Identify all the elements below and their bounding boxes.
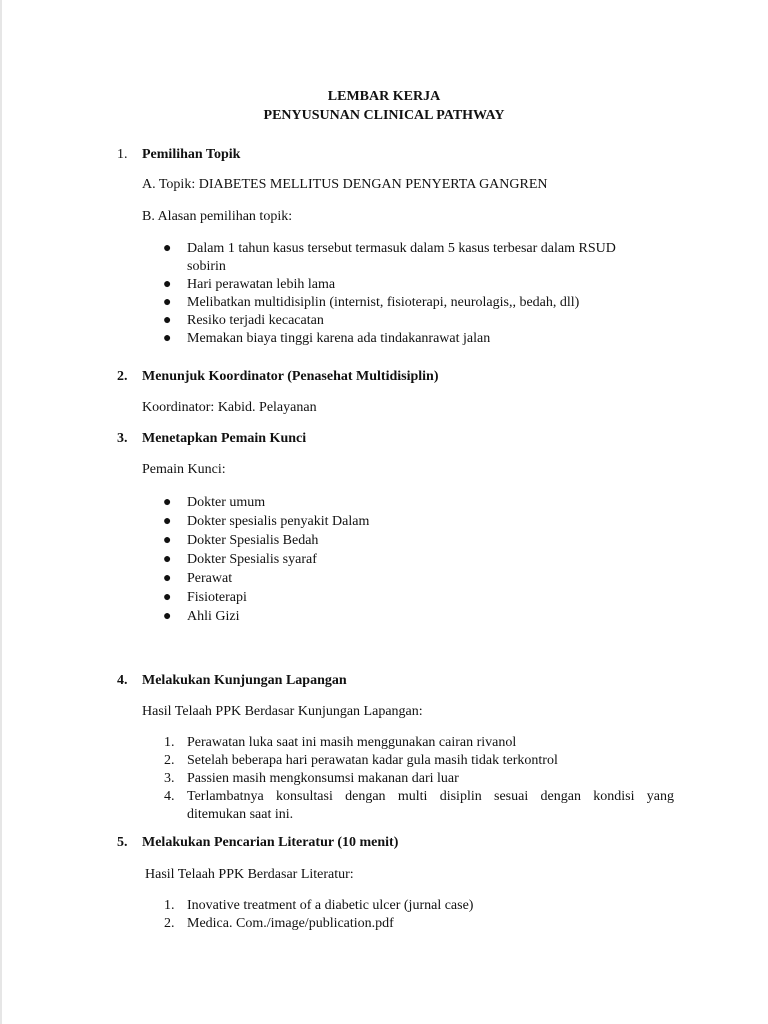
list-item: ● Hari perawatan lebih lama [163,277,336,292]
reason-list [158,240,678,348]
bullet-icon: ● [163,331,172,346]
list-item: ● Fisioterapi [163,590,247,605]
bullet-icon: ● [163,313,172,328]
list-item: ● Ahli Gizi [163,609,240,624]
section-title: Menunjuk Koordinator (Penasehat Multidisiplin) [142,369,439,384]
section-number: 4. [117,673,128,688]
section-title: Melakukan Kunjungan Lapangan [142,673,347,688]
list-item: ● Perawat [163,571,233,586]
list-item: ● Dokter Spesialis Bedah [163,533,319,548]
list-item-continuation: sobirin [187,259,226,274]
list-item: ● Dokter spesialis penyakit Dalam [163,514,370,529]
field-visit-label: Hasil Telaah PPK Berdasar Kunjungan Lapangan: [142,704,423,719]
list-item: 3. Passien masih mengkonsumsi makanan dari luar [164,771,459,786]
section-title: Pemilihan Topik [142,147,241,162]
section-number: 2. [117,369,128,384]
literature-label: Hasil Telaah PPK Berdasar Literatur: [145,867,354,882]
bullet-icon: ● [163,590,172,605]
list-item: ● Memakan biaya tinggi karena ada tindakanrawat jalan [163,331,491,346]
list-item: ● Melibatkan multidisiplin (internist, fisioterapi, neurolagis,, bedah, dll) [163,295,580,310]
literature-list [158,897,674,933]
key-players-list [158,494,678,626]
bullet-icon: ● [163,277,172,292]
list-item: 4. Terlambatnya konsultasi dengan multi disiplin sesuai dengan kondisi yang ditemukan saat ini. [164,789,674,822]
section-title: Menetapkan Pemain Kunci [142,431,307,446]
page-edge [0,0,2,1024]
bullet-icon: ● [163,514,172,529]
section-number: 1. [117,147,128,162]
coordinator-line: Koordinator: Kabid. Pelayanan [142,400,317,415]
list-item: ● Dalam 1 tahun kasus tersebut termasuk dalam 5 kasus terbesar dalam RSUD [163,241,616,256]
bullet-icon: ● [163,295,172,310]
topic-line: A. Topik: DIABETES MELLITUS DENGAN PENYERTA GANGREN [142,177,548,192]
list-item: ● Dokter umum [163,495,266,510]
section-title: Melakukan Pencarian Literatur (10 menit) [142,835,399,850]
reason-label: B. Alasan pemilihan topik: [142,209,293,224]
bullet-icon: ● [163,571,172,586]
list-item: ● Dokter Spesialis syaraf [163,552,317,567]
bullet-icon: ● [163,609,172,624]
field-visit-list [158,734,674,824]
doc-subtitle: PENYUSUNAN CLINICAL PATHWAY [263,108,505,123]
key-players-label: Pemain Kunci: [142,462,226,477]
bullet-icon: ● [163,495,172,510]
list-item: 2. Medica. Com./image/publication.pdf [164,916,394,931]
bullet-icon: ● [163,533,172,548]
section-number: 5. [117,835,128,850]
bullet-icon: ● [163,552,172,567]
list-item: 1. Inovative treatment of a diabetic ulcer (jurnal case) [164,898,474,913]
doc-title: LEMBAR KERJA [327,89,441,104]
list-item: ● Resiko terjadi kecacatan [163,313,324,328]
list-item: 1. Perawatan luka saat ini masih menggunakan cairan rivanol [164,735,517,750]
section-number: 3. [117,431,128,446]
list-item: 2. Setelah beberapa hari perawatan kadar gula masih tidak terkontrol [164,753,558,768]
bullet-icon: ● [163,241,172,256]
